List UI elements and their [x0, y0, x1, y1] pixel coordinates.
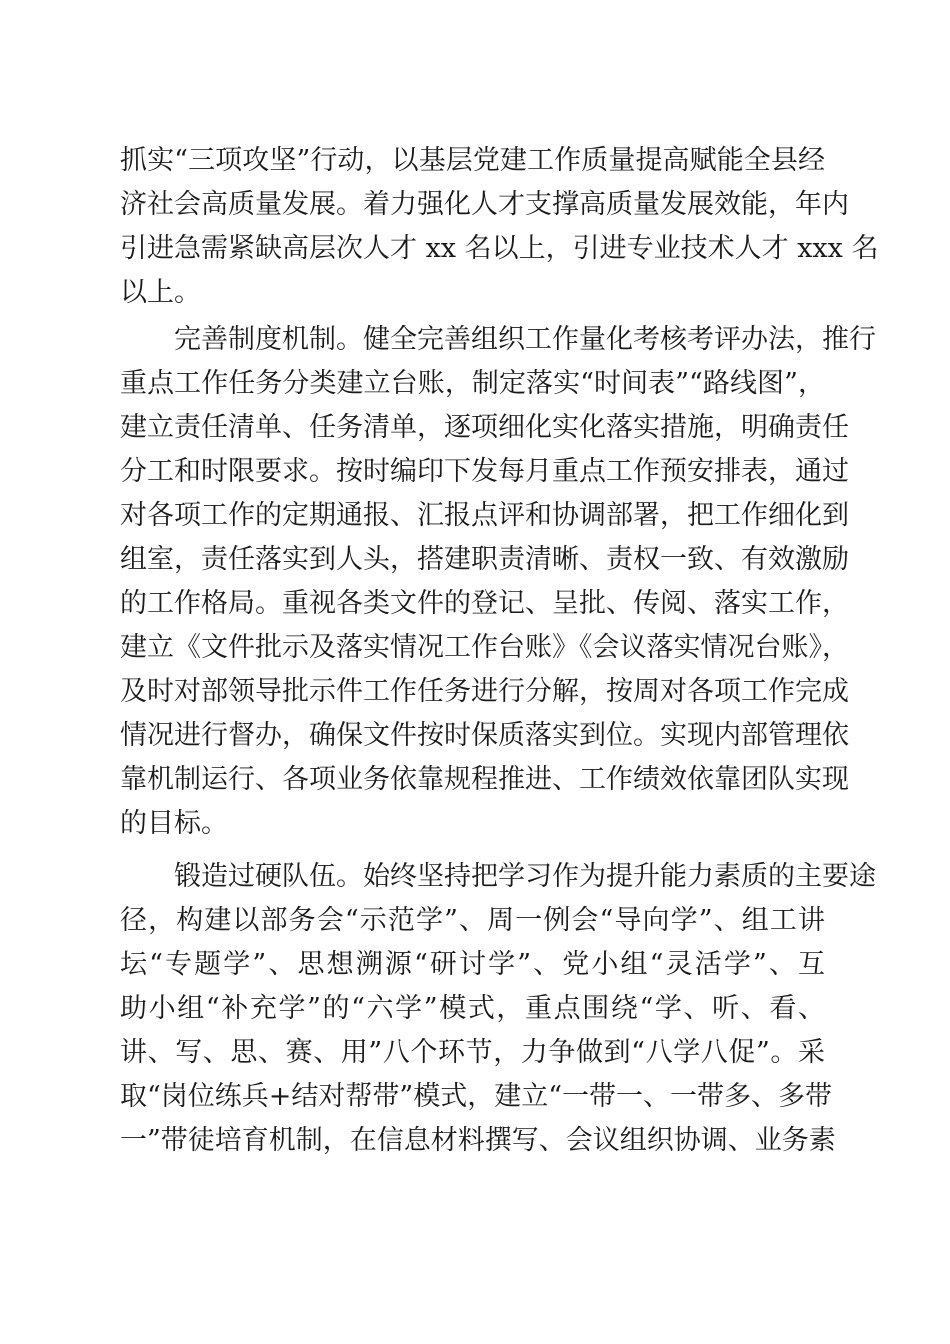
text-line: 的工作格局。重视各类文件的登记、呈批、传阅、落实工作，: [120, 588, 849, 619]
text-line: 以上。: [120, 277, 201, 308]
text-line: 完善制度机制。健全完善组织工作量化考核考评办法，推行: [120, 324, 876, 355]
text-line: 及时对部领导批示件工作任务进行分解，按周对各项工作完成: [120, 676, 849, 707]
text-line: 组室，责任落实到人头，搭建职责清晰、责权一致、有效激励: [120, 544, 849, 575]
text-line: 建立《文件批示及落实情况工作台账》《会议落实情况台账》，: [120, 632, 849, 663]
text-line: 讲、写、思、赛、用”八个环节，力争做到“八学八促”。采: [120, 1037, 825, 1068]
text-line: 重点工作任务分类建立台账，制定落实“时间表”“路线图”，: [120, 368, 825, 399]
text-line: 引进急需紧缺高层次人才 xx 名以上，引进专业技术人才 xxx 名: [120, 233, 879, 264]
text-line: 一”带徒培育机制，在信息材料撰写、会议组织协调、业务素: [120, 1125, 836, 1156]
text-line: 助小组“补充学”的“六学”模式，重点围绕“学、听、看、: [120, 993, 825, 1024]
text-line: 分工和时限要求。按时编印下发每月重点工作预安排表，通过: [120, 456, 849, 487]
text-line: 坛“专题学”、思想溯源“研讨学”、党小组“灵活学”、互: [120, 949, 825, 980]
text-line: 情况进行督办，确保文件按时保质落实到位。实现内部管理依: [120, 720, 849, 751]
text-line: 对各项工作的定期通报、汇报点评和协调部署，把工作细化到: [120, 500, 849, 531]
text-line: 的目标。: [120, 808, 228, 839]
text-line: 径，构建以部务会“示范学”、周一例会“导向学”、组工讲: [120, 905, 825, 936]
text-line: 济社会高质量发展。着力强化人才支撑高质量发展效能，年内: [120, 189, 849, 220]
text-line: 抓实“三项攻坚”行动，以基层党建工作质量提高赋能全县经: [120, 145, 825, 176]
text-line: 靠机制运行、各项业务依靠规程推进、工作绩效依靠团队实现: [120, 764, 849, 795]
text-line: 取“岗位练兵+结对帮带”模式，建立“一带一、一带多、多带: [120, 1081, 833, 1112]
text-line: 建立责任清单、任务清单，逐项细化实化落实措施，明确责任: [120, 412, 849, 443]
text-line: 锻造过硬队伍。始终坚持把学习作为提升能力素质的主要途: [120, 861, 876, 892]
